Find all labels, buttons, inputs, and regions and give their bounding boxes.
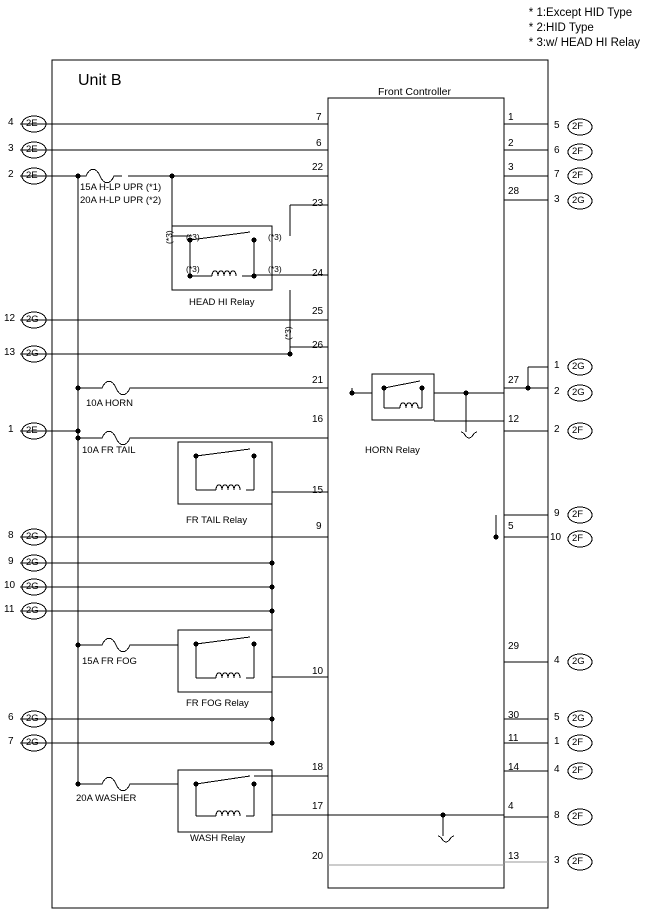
right-pin-4: 1 <box>554 360 560 371</box>
bus-pin-left-0: 7 <box>316 112 322 123</box>
right-conn-5: 2G <box>572 387 585 398</box>
bus-pin-left-12: 18 <box>312 762 324 773</box>
bus-pin-left-3: 23 <box>312 198 324 209</box>
relay-label-horn: HORN Relay <box>365 445 420 456</box>
bus-pin-right-11: 4 <box>508 801 514 812</box>
bus-pin-left-9: 15 <box>312 485 324 496</box>
bus-pin-left-1: 6 <box>316 138 322 149</box>
bus-pin-right-4: 27 <box>508 375 520 386</box>
left-conn-1: 2E <box>26 144 38 155</box>
left-pin-6: 8 <box>8 530 14 541</box>
left-pin-8: 10 <box>4 580 16 591</box>
right-conn-14: 2F <box>572 856 584 867</box>
fuse-label-horn: 10A HORN <box>86 398 133 409</box>
right-pin-6: 2 <box>554 424 560 435</box>
right-pin-1: 6 <box>554 145 560 156</box>
left-pin-9: 11 <box>4 604 15 615</box>
relay-label-wash: WASH Relay <box>190 833 246 844</box>
relay-label-fr-tail: FR TAIL Relay <box>186 515 248 526</box>
right-pin-5: 2 <box>554 386 560 397</box>
left-pin-3: 12 <box>4 313 16 324</box>
right-conn-10: 2G <box>572 713 585 724</box>
right-pin-9: 4 <box>554 655 560 666</box>
unit-b-title: Unit B <box>78 72 122 89</box>
bus-pin-right-10: 14 <box>508 762 520 773</box>
left-pin-0: 4 <box>8 117 14 128</box>
left-conn-3: 2G <box>26 314 39 325</box>
mark-star3-f: (*3) <box>283 326 293 340</box>
bus-pin-right-1: 2 <box>508 138 514 149</box>
left-pin-1: 3 <box>8 143 14 154</box>
left-conn-5: 2E <box>26 425 38 436</box>
left-pin-2: 2 <box>8 169 14 180</box>
bus-pin-left-11: 10 <box>312 666 324 677</box>
fuse-label-washer: 20A WASHER <box>76 793 137 804</box>
right-conn-4: 2G <box>572 361 585 372</box>
right-conn-7: 2F <box>572 509 584 520</box>
left-conn-6: 2G <box>26 531 39 542</box>
right-conn-3: 2G <box>572 195 585 206</box>
left-pin-10: 6 <box>8 712 14 723</box>
note-2: * 2:HID Type <box>528 22 594 34</box>
left-conn-4: 2G <box>26 348 39 359</box>
bus-pin-left-2: 22 <box>312 162 324 173</box>
right-conn-8: 2F <box>572 533 584 544</box>
note-1: * 1:Except HID Type <box>528 7 633 19</box>
bus-pin-right-7: 29 <box>508 641 520 652</box>
right-pin-2: 7 <box>554 169 560 180</box>
right-pin-10: 5 <box>554 712 560 723</box>
right-pin-13: 8 <box>554 810 560 821</box>
bus-pin-right-8: 30 <box>508 710 520 721</box>
left-conn-8: 2G <box>26 581 39 592</box>
left-conn-10: 2G <box>26 713 39 724</box>
right-pin-3: 3 <box>554 194 560 205</box>
left-conn-11: 2G <box>26 737 39 748</box>
bus-pin-right-12: 13 <box>508 851 520 862</box>
bus-pin-left-13: 17 <box>312 801 324 812</box>
bus-pin-right-0: 1 <box>508 112 514 123</box>
mark-star3-e: (*3) <box>164 230 174 244</box>
bus-pin-right-9: 11 <box>508 733 519 744</box>
mark-star3-a: (*3) <box>186 232 200 242</box>
right-conn-13: 2F <box>572 811 584 822</box>
left-conn-0: 2E <box>26 118 38 129</box>
left-conn-2: 2E <box>26 170 38 181</box>
right-pin-0: 5 <box>554 120 560 131</box>
left-pin-11: 7 <box>8 736 14 747</box>
fuse-label-hlp-upr-1: 15A H-LP UPR (*1) <box>80 182 162 193</box>
right-pin-14: 3 <box>554 855 560 866</box>
bus-pin-left-8: 16 <box>312 414 324 425</box>
right-conn-12: 2F <box>572 765 584 776</box>
right-pin-8: 10 <box>550 532 562 543</box>
left-conn-7: 2G <box>26 557 39 568</box>
mark-star3-d: (*3) <box>268 264 282 274</box>
fuse-label-fr-tail: 10A FR TAIL <box>82 445 136 456</box>
right-pin-12: 4 <box>554 764 560 775</box>
bus-pin-left-7: 21 <box>312 375 324 386</box>
bus-pin-left-10: 9 <box>316 521 322 532</box>
bus-pin-left-4: 24 <box>312 268 324 279</box>
front-controller-label: Front Controller <box>378 86 451 98</box>
right-conn-11: 2F <box>572 737 584 748</box>
bus-pin-right-2: 3 <box>508 162 514 173</box>
bus-pin-right-6: 5 <box>508 521 514 532</box>
note-3: * 3:w/ HEAD HI Relay <box>528 37 640 49</box>
left-pin-4: 13 <box>4 347 16 358</box>
bus-pin-left-14: 20 <box>312 851 324 862</box>
left-conn-9: 2G <box>26 605 39 616</box>
mark-star3-c: (*3) <box>186 264 200 274</box>
right-pin-11: 1 <box>554 736 560 747</box>
right-conn-6: 2F <box>572 425 584 436</box>
right-conn-1: 2F <box>572 146 584 157</box>
right-conn-2: 2F <box>572 170 584 181</box>
fuse-label-fr-fog: 15A FR FOG <box>82 656 137 667</box>
relay-label-fr-fog: FR FOG Relay <box>186 698 249 709</box>
fuse-label-hlp-upr-2: 20A H-LP UPR (*2) <box>80 195 162 206</box>
right-conn-0: 2F <box>572 121 584 132</box>
relay-label-head-hi: HEAD HI Relay <box>189 297 255 308</box>
right-conn-9: 2G <box>572 656 585 667</box>
right-pin-7: 9 <box>554 508 560 519</box>
bus-pin-left-6: 26 <box>312 340 324 351</box>
left-pin-7: 9 <box>8 556 14 567</box>
mark-star3-b: (*3) <box>268 232 282 242</box>
bus-pin-right-5: 12 <box>508 414 520 425</box>
bus-pin-right-3: 28 <box>508 186 520 197</box>
left-pin-5: 1 <box>8 424 14 435</box>
bus-pin-left-5: 25 <box>312 306 324 317</box>
